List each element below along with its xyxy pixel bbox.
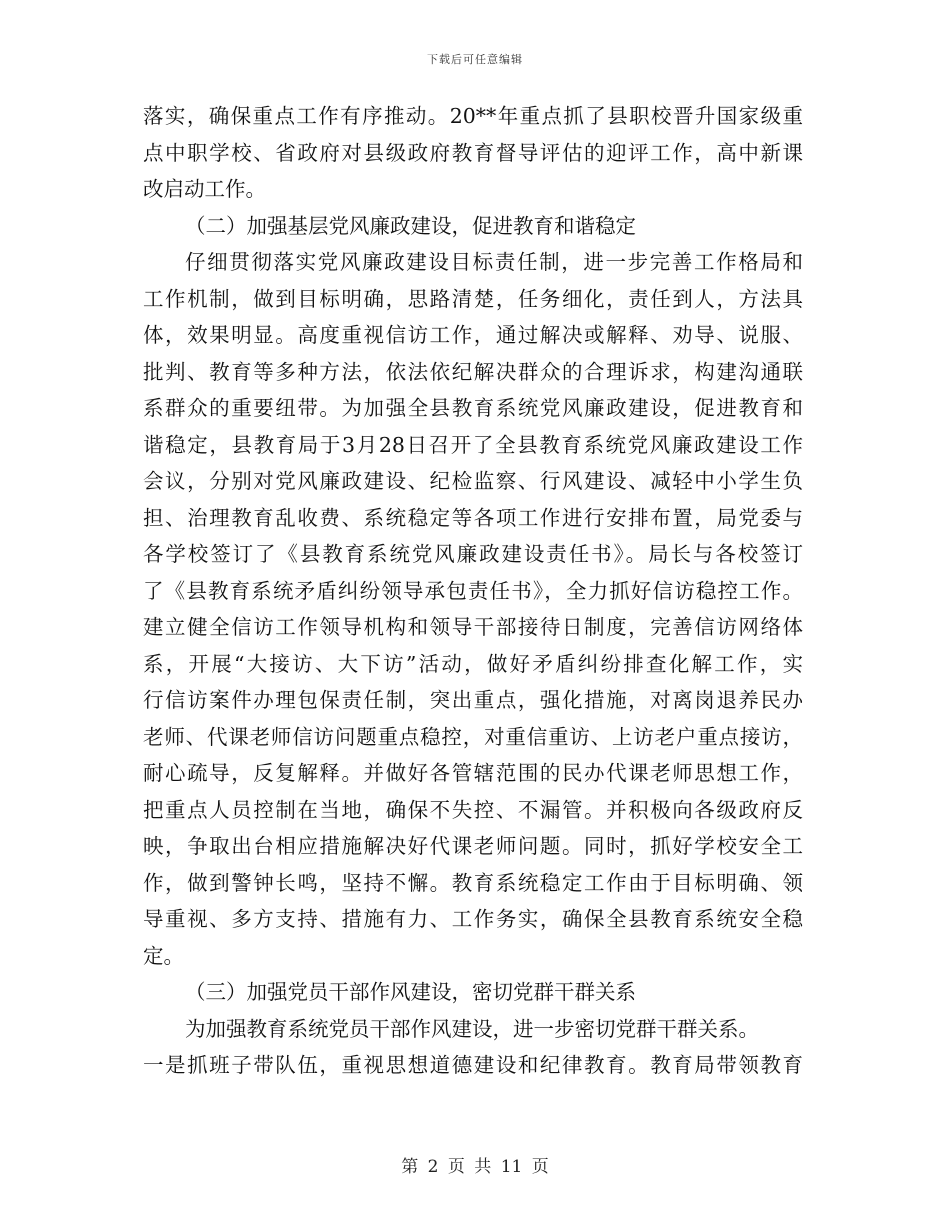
- paragraph-line: 映，争取出台相应措施解决好代课老师问题。同时，抓好学校安全工: [143, 834, 803, 858]
- paragraph-line: 系群众的重要纽带。为加强全县教育系统党风廉政建设，促进教育和: [143, 396, 803, 420]
- paragraph-line: 体，效果明显。高度重视信访工作，通过解决或解释、劝导、说服、: [143, 323, 803, 347]
- paragraph-line: 担、治理教育乱收费、系统稳定等各项工作进行安排布置，局党委与: [143, 505, 803, 530]
- paragraph-line: 点中职学校、省政府对县级政府教育督导评估的迎评工作，高中新课: [143, 140, 803, 165]
- paragraph-line: 定。: [143, 943, 184, 968]
- paragraph-line: 改启动工作。: [143, 177, 266, 201]
- paragraph-line: 导重视、多方支持、措施有力、工作务实，确保全县教育系统安全稳: [143, 907, 803, 931]
- paragraph-line: 建立健全信访工作领导机构和领导干部接待日制度，完善信访网络体: [143, 615, 803, 639]
- paragraph-line: 行信访案件办理包保责任制，突出重点，强化措施，对离岗退养民办: [143, 688, 803, 712]
- paragraph-line: 工作机制，做到目标明确，思路清楚，任务细化，责任到人，方法具: [143, 286, 803, 311]
- paragraph-line: 把重点人员控制在当地，确保不失控、不漏管。并积极向各级政府反: [143, 797, 803, 822]
- paragraph-line: 落实，确保重点工作有序推动。20**年重点抓了县职校晋升国家级重: [143, 104, 803, 128]
- document-body: [143, 98, 803, 1084]
- paragraph-line: 会议，分别对党风廉政建设、纪检监察、行风建设、减轻中小学生负: [143, 469, 803, 493]
- paragraph-line: 批判、教育等多种方法，依法依纪解决群众的合理诉求，构建沟通联: [143, 359, 803, 384]
- paragraph-line: 耐心疏导，反复解释。并做好各管辖范围的民办代课老师思想工作，: [143, 761, 803, 785]
- paragraph-line: 一是抓班子带队伍，重视思想道德建设和纪律教育。教育局带领教育: [143, 1053, 803, 1077]
- paragraph-line: 老师、代课老师信访问题重点稳控，对重信重访、上访老户重点接访，: [143, 724, 803, 749]
- paragraph-line: 系，开展“大接访、大下访”活动，做好矛盾纠纷排查化解工作，实: [143, 651, 803, 676]
- paragraph-line: 各学校签订了《县教育系统党风廉政建设责任书》。局长与各校签订: [143, 542, 803, 566]
- paragraph-line: 作，做到警钟长鸣，坚持不懈。教育系统稳定工作由于目标明确、领: [143, 870, 803, 895]
- paragraph-line: 谐稳定，县教育局于3月28日召开了全县教育系统党风廉政建设工作: [143, 432, 803, 457]
- section-heading: （三）加强党员干部作风建设，密切党群干群关系: [185, 980, 636, 1004]
- page-header: 下载后可任意编辑: [427, 53, 523, 66]
- paragraph-line: 了《县教育系统矛盾纠纷领导承包责任书》，全力抓好信访稳控工作。: [143, 578, 803, 603]
- page-footer: 第 2 页 共 11 页: [401, 1157, 549, 1177]
- section-heading: （二）加强基层党风廉政建设，促进教育和谐稳定: [185, 213, 636, 238]
- paragraph-line: 为加强教育系统党员干部作风建设，进一步密切党群干群关系。: [185, 1016, 759, 1041]
- paragraph-line: 仔细贯彻落实党风廉政建设目标责任制，进一步完善工作格局和: [185, 250, 803, 274]
